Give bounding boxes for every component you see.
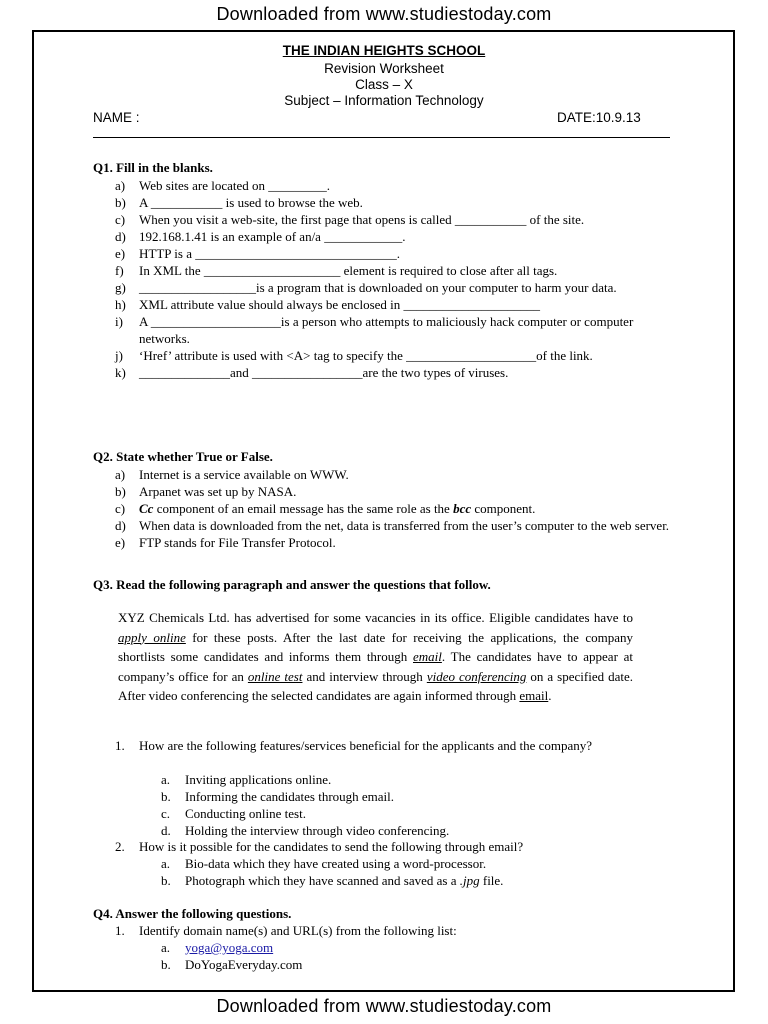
list-item: g) __________________is a program that is downloaded on your computer to harm your data. <box>115 280 617 295</box>
q3-paragraph: XYZ Chemicals Ltd. has advertised for some vacancies in its office. Eligible candidates have to apply online for these posts. After the last date for receiving the applications, the company shortlists some candidates and informs them through email. The candidates have to appear at company’s office for an online test and interview through video conferencing on a specified date. After video conferencing the selected candidates are again informed through email. <box>118 610 634 703</box>
q3-sub1-list <box>161 771 625 839</box>
email-link[interactable]: yoga@yoga.com <box>185 940 274 955</box>
list-item: a) Web sites are located on _________. <box>115 178 331 193</box>
term-jpg: .jpg <box>459 873 480 888</box>
list-item: c) Cc component of an email message has the same role as the bcc component. <box>115 501 536 516</box>
item-text: Conducting online test. <box>185 806 306 821</box>
item-text: Holding the interview through video conferencing. <box>185 823 450 838</box>
q1-list <box>115 177 679 381</box>
q2-list <box>115 466 679 551</box>
q4-title: Q4. Answer the following questions. <box>93 906 292 921</box>
item-text: Identify domain name(s) and URL(s) from the following list: <box>139 923 457 938</box>
list-item: d) When data is downloaded from the net, data is transferred from the user’s computer to the web server. <box>115 518 670 533</box>
list-item: 1. Identify domain name(s) and URL(s) from the following list: <box>115 923 457 938</box>
list-item: h) XML attribute value should always be enclosed in _____________________ <box>115 297 541 312</box>
list-item: f) In XML the _____________________ element is required to close after all tags. <box>115 263 558 278</box>
item-text: FTP stands for File Transfer Protocol. <box>139 535 336 550</box>
download-banner-bottom: Downloaded from www.studiestoday.com <box>216 996 552 1016</box>
list-item: b) Arpanet was set up by NASA. <box>115 484 297 499</box>
item-text: Informing the candidates through email. <box>185 789 395 804</box>
list-item: a. yoga@yoga.com <box>161 940 274 955</box>
item-text: 192.168.1.41 is an example of an/a ____________. <box>139 229 406 244</box>
q3-sub2-list <box>161 855 625 889</box>
q3-sublist <box>115 737 639 754</box>
list-item: e) FTP stands for File Transfer Protocol. <box>115 535 336 550</box>
q1-title: Q1. Fill in the blanks. <box>93 160 213 175</box>
list-item: a) Internet is a service available on WWW. <box>115 467 349 482</box>
item-text: In XML the _____________________ element is required to close after all tags. <box>139 263 558 278</box>
list-item: c. Conducting online test. <box>161 806 306 821</box>
item-text: __________________is a program that is downloaded on your computer to harm your data. <box>139 280 617 295</box>
item-text: Web sites are located on _________. <box>139 178 331 193</box>
item-text: Inviting applications online. <box>185 772 332 787</box>
item-text: How are the following features/services beneficial for the applicants and the company? <box>139 738 593 753</box>
item-text: When data is downloaded from the net, data is transferred from the user’s computer to the web server. <box>139 518 670 533</box>
item-text: How is it possible for the candidates to send the following through email? <box>139 839 524 854</box>
item-text: DoYogaEveryday.com <box>185 957 303 972</box>
date-label: DATE:10.9.13 <box>557 110 641 125</box>
list-item: 2. How is it possible for the candidates to send the following through email? <box>115 839 524 854</box>
download-banner-top: Downloaded from www.studiestoday.com <box>216 4 552 24</box>
q2-title: Q2. State whether True or False. <box>93 449 273 464</box>
item-text: ______________and _________________are the two types of viruses. <box>139 365 509 380</box>
item-text: Arpanet was set up by NASA. <box>139 484 297 499</box>
list-item: b) A ___________ is used to browse the web. <box>115 195 363 210</box>
name-label: NAME : <box>93 110 140 125</box>
list-item: d. Holding the interview through video conferencing. <box>161 823 450 838</box>
item-text: A ___________ is used to browse the web. <box>139 195 363 210</box>
item-text: Photograph which they have scanned and saved as a <box>185 873 460 888</box>
list-item: 1. How are the following features/services beneficial for the applicants and the company? <box>115 738 593 753</box>
list-item: i) A ____________________is a person who attempts to maliciously hack computer or computer networks. <box>115 314 634 346</box>
item-text: XML attribute value should always be enclosed in _____________________ <box>139 297 541 312</box>
item-text: ‘Href’ attribute is used with <A> tag to specify the ____________________of the link. <box>139 348 593 363</box>
school-name: THE INDIAN HEIGHTS SCHOOL <box>282 43 486 58</box>
item-text: Bio-data which they have created using a word-processor. <box>185 856 487 871</box>
q3-sublist-2 <box>115 838 659 855</box>
term-cc: Cc <box>139 501 154 516</box>
worksheet-title: Revision Worksheet <box>324 61 444 76</box>
term-apply-online: apply online <box>118 629 186 645</box>
q3-title: Q3. Read the following paragraph and answer the questions that follow. <box>93 577 491 592</box>
name-rule <box>93 137 670 138</box>
item-text: A ____________________is a person who attempts to maliciously hack computer or computer networks. <box>139 314 634 346</box>
term-email: email <box>413 649 442 664</box>
q4-sub-list <box>161 939 585 973</box>
list-item: a. Bio-data which they have created using a word-processor. <box>161 856 487 871</box>
term-email-2: email <box>519 688 549 703</box>
item-text: HTTP is a _______________________________. <box>139 246 400 261</box>
item-text: component. <box>471 501 536 516</box>
list-item: b. DoYogaEveryday.com <box>161 957 303 972</box>
list-item: b. Informing the candidates through email. <box>161 789 395 804</box>
term-video-conferencing: video conferencing <box>426 668 527 684</box>
item-text: component of an email message has the same role as the <box>153 501 454 516</box>
subject-label: Subject – Information Technology <box>284 93 484 108</box>
item-text: Internet is a service available on WWW. <box>139 467 349 482</box>
q4-list <box>115 922 639 939</box>
list-item: b. Photograph which they have scanned and saved as a .jpg file. <box>161 873 504 888</box>
list-item: d) 192.168.1.41 is an example of an/a ____________. <box>115 229 406 244</box>
item-text: When you visit a web-site, the first page that opens is called ___________ of the site. <box>139 212 585 227</box>
list-item: e) HTTP is a _______________________________. <box>115 246 400 261</box>
term-bcc: bcc <box>453 501 472 516</box>
class-label: Class – X <box>355 77 413 92</box>
list-item: c) When you visit a web-site, the first page that opens is called ___________ of the site. <box>115 212 585 227</box>
list-item: k) ______________and _________________are the two types of viruses. <box>115 365 509 380</box>
list-item: j) ‘Href’ attribute is used with <A> tag to specify the ____________________of the link. <box>115 348 593 363</box>
item-text: file. <box>479 873 504 888</box>
list-item: a. Inviting applications online. <box>161 772 332 787</box>
term-online-test: online test <box>247 668 303 684</box>
